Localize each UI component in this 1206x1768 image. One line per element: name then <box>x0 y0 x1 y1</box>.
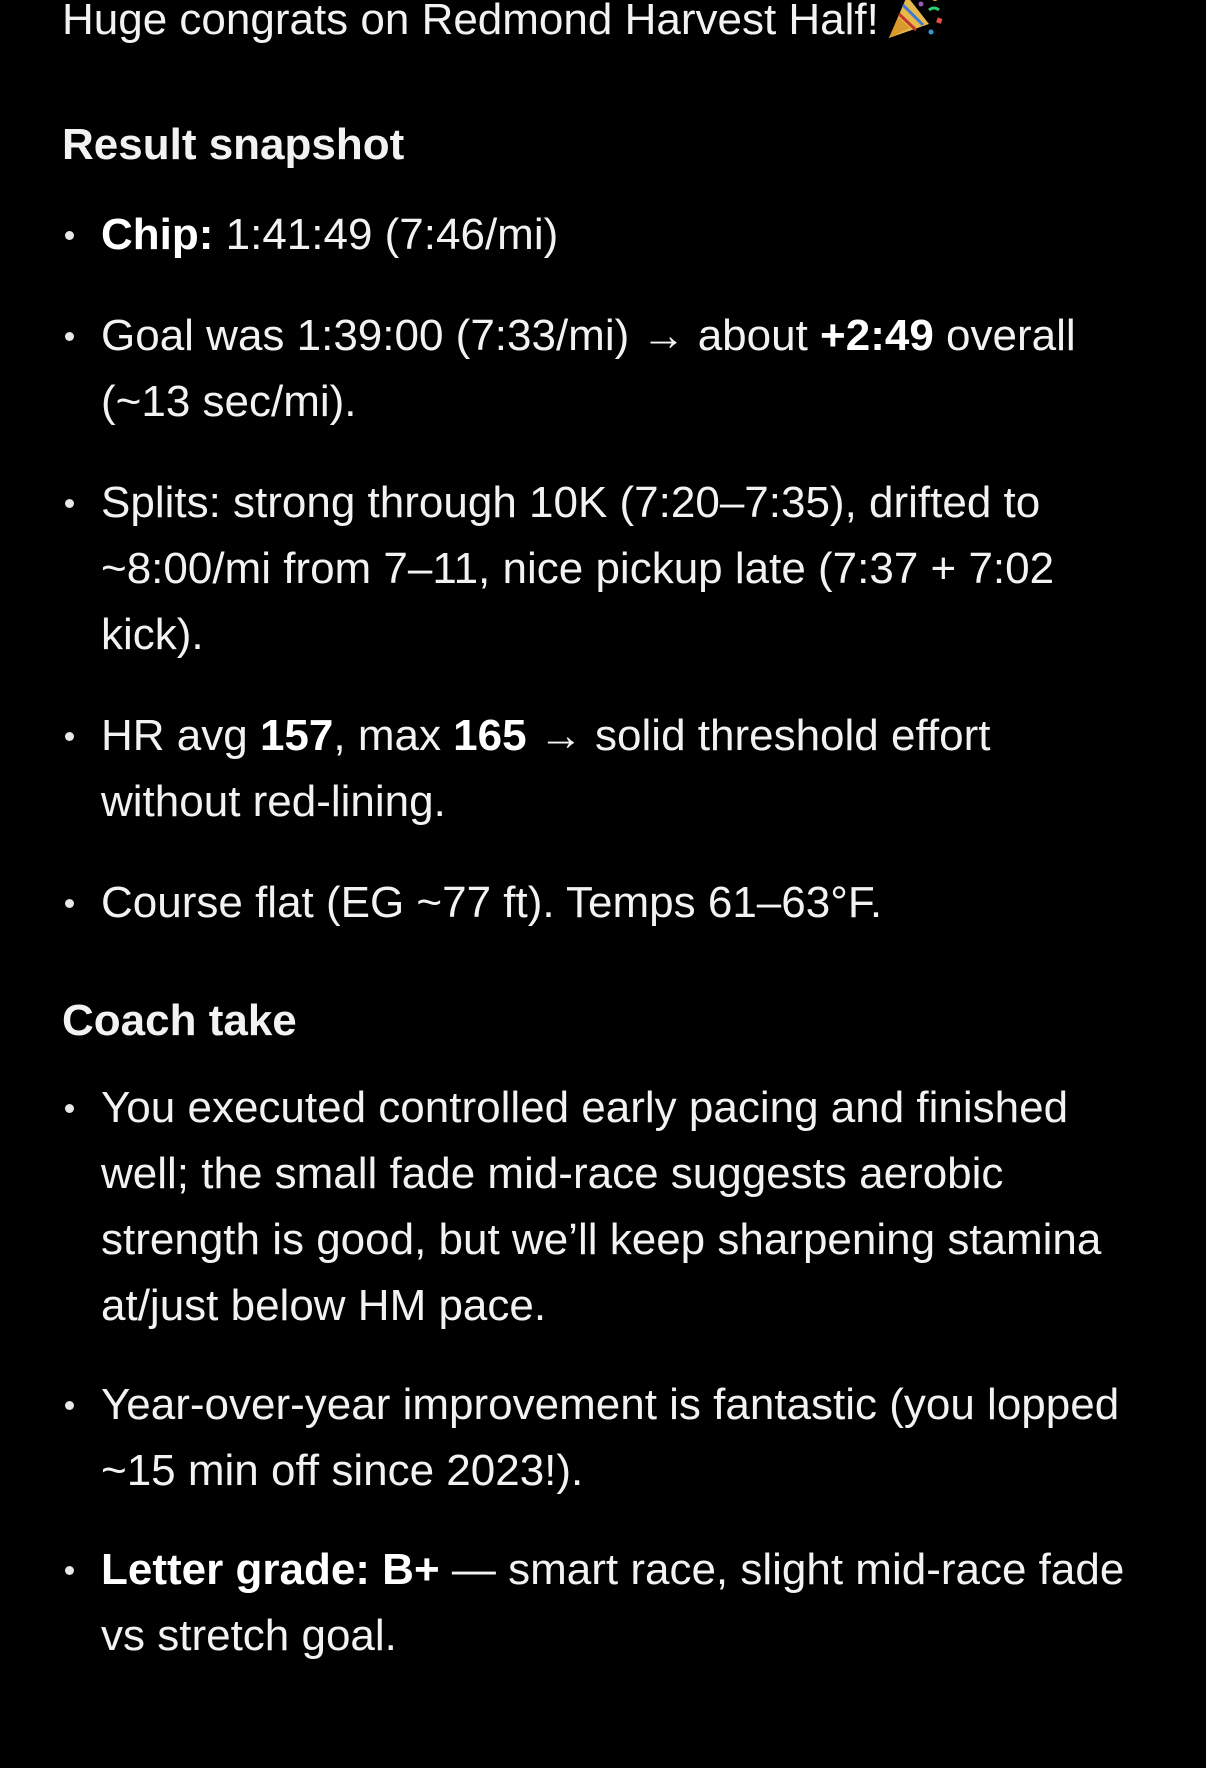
list-item-splits <box>62 470 1142 668</box>
intro-line <box>62 0 1142 56</box>
goal-delta: +2:49 <box>820 311 934 360</box>
section-heading-coach-take: Coach take <box>62 996 297 1045</box>
assistant-message <box>62 0 1142 1669</box>
bullet-dot <box>65 499 74 508</box>
coach-take-list <box>62 1075 1142 1669</box>
hr-text-b: , max <box>333 711 454 760</box>
intro-text: Huge congrats on Redmond Harvest Half! <box>62 0 879 44</box>
improvement-text: Year-over-year improvement is fantastic (you lopped ~15 min off since 2023!). <box>101 1380 1120 1495</box>
list-item-grade <box>62 1537 1142 1669</box>
section-heading-result-snapshot: Result snapshot <box>62 120 405 169</box>
list-item-improvement <box>62 1372 1142 1504</box>
list-item-goal <box>62 303 1142 435</box>
bullet-dot <box>65 899 74 908</box>
bullet-dot <box>65 732 74 741</box>
splits-text: Splits: strong through 10K (7:20–7:35), drifted to ~8:00/mi from 7–11, nice pickup late (7:37 + 7:02 kick). <box>101 478 1055 659</box>
hr-avg-value: 157 <box>259 711 334 760</box>
hr-max-value: 165 <box>453 711 527 760</box>
result-snapshot-list <box>62 202 1142 936</box>
bullet-dot <box>65 231 74 240</box>
hr-text-c: → solid threshold effort without red-lining. <box>101 711 991 826</box>
list-item-heart-rate <box>62 703 1142 835</box>
hr-text-a: HR avg <box>101 711 260 760</box>
list-item-course <box>62 870 1142 936</box>
course-text: Course flat (EG ~77 ft). Temps 61–63°F. <box>101 878 883 927</box>
chip-label: Chip: <box>101 210 214 259</box>
bullet-dot <box>65 1401 74 1410</box>
list-item-chip <box>62 202 1142 268</box>
goal-text-b: overall (~13 sec/mi). <box>101 311 1076 426</box>
pacing-text: You executed controlled early pacing and finished well; the small fade mid-race suggests aerobic strength is good, but we’ll keep sharpening stamina at/just below HM pace. <box>101 1083 1102 1330</box>
party-popper-icon <box>885 0 945 56</box>
grade-text: — smart race, slight mid-race fade vs stretch goal. <box>101 1545 1125 1660</box>
bullet-dot <box>65 332 74 341</box>
bullet-dot <box>65 1566 74 1575</box>
grade-label: Letter grade: B+ <box>101 1545 440 1594</box>
list-item-pacing <box>62 1075 1142 1339</box>
chip-value: 1:41:49 (7:46/mi) <box>213 210 559 259</box>
bullet-dot <box>65 1104 74 1113</box>
goal-text-a: Goal was 1:39:00 (7:33/mi) → about <box>101 311 821 360</box>
